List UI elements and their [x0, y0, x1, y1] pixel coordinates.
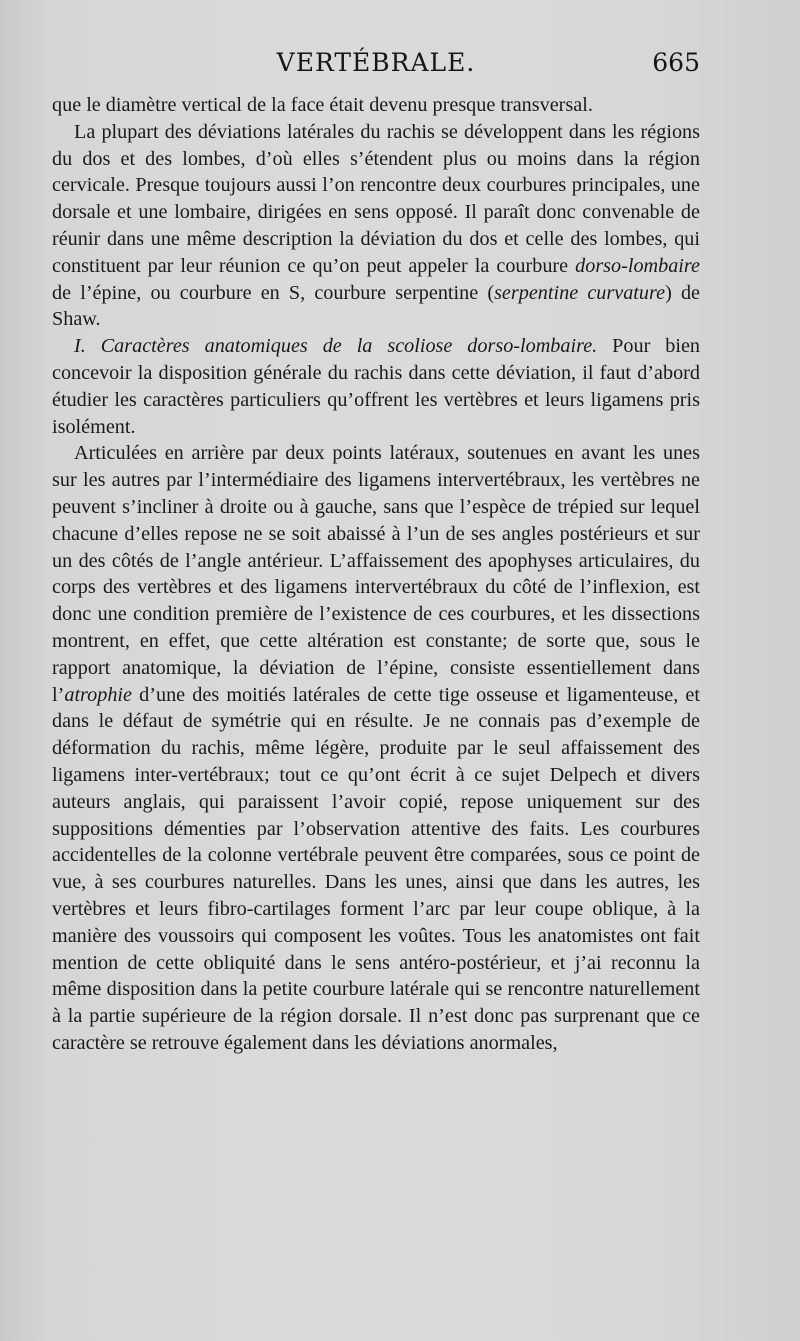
term-dorso-lombaire: dorso-lombaire: [575, 254, 700, 277]
paragraph-3: [52, 333, 700, 440]
paragraph-2-part-a: La plupart des déviations latérales du rachis se développent dans les régions du dos et des lombes, d’où elles s’étendent plus ou moins dans la région cervicale. Presque toujours aussi l’on rencontre deux courbures principales, une dorsale et une lombaire, dirigées en sens opposé. Il paraît donc convenable de réunir dans une même description la déviation du dos et celle des lombes, qui constituent par leur réunion ce qu’on peut appeler la courbure: [52, 120, 700, 277]
term-atrophie: atrophie: [64, 683, 133, 706]
paragraph-4-part-b: d’une des moitiés latérales de cette tige osseuse et ligamenteuse, et dans le défaut de symétrie qui en résulte. Je ne connais pas d’exemple de déformation du rachis, même légère, produite par le seul affaissement des ligamens inter-vertébraux; tout ce qu’ont écrit à ce sujet Delpech et divers auteurs anglais, qui paraissent l’avoir copié, repose uniquement sur des suppositions démenties par l’observation attentive des faits. Les courbures accidentelles de la colonne vertébrale peuvent être comparées, sous ce point de vue, à ses courbures naturelles. Dans les unes, ainsi que dans les autres, les vertèbres et leurs fibro-cartilages forment l’arc par leur coupe oblique, à la manière des voussoirs qui composent les voûtes. Tous les anatomistes ont fait mention de cette obliquité dans le sens antéro-postérieur, et j’ai reconnu la même disposition dans la petite courbure latérale qui se rencontre naturellement à la partie supérieure de la région dorsale. Il n’est donc pas surprenant que ce caractère se retrouve également dans les déviations anormales,: [52, 683, 700, 1054]
term-serpentine-curvature: serpentine curvature: [494, 281, 666, 304]
section-heading: I. Caractères anatomiques de la scoliose dorso-lombaire.: [74, 335, 598, 358]
page-number: 665: [652, 48, 700, 77]
running-title: VERTÉBRALE.: [276, 48, 476, 77]
paragraph-3-text: Pour bien concevoir la disposition générale du rachis dans cette déviation, il faut d’abord étudier les caractères particuliers qu’offrent les vertèbres et leurs ligamens pris isolément.: [52, 335, 700, 438]
paragraph-2-part-c: ) de Shaw.: [52, 281, 700, 331]
paragraph-2-part-b: de l’épine, ou courbure en S, courbure serpentine (: [52, 281, 495, 304]
page-header: [52, 44, 700, 84]
paragraph-4-part-a: Articulées en arrière par deux points latéraux, soutenues en avant les unes sur les autres par l’intermédiaire des ligamens intervertébraux, les vertèbres ne peuvent s’incliner à droite ou à gauche, sans que l’espèce de trépied sur lequel chacune d’elles repose ne se soit abaissé à l’un de ses angles postérieurs et sur un des côtés de l’angle antérieur. L’affaissement des apophyses articulaires, du corps des vertèbres et des ligamens intervertébraux du côté de l’inflexion, est donc une condition première de l’existence de ces courbures, et les dissections montrent, en effet, que cette altération est constante; de sorte que, sous le rapport anatomique, la déviation de l’épine, consiste essentiellement dans l’: [52, 442, 700, 706]
body-text: [52, 92, 700, 1057]
paragraph-4: [52, 440, 700, 1056]
paragraph-1: que le diamètre vertical de la face était devenu presque transversal.: [52, 94, 593, 116]
paragraph-2: [52, 119, 700, 333]
